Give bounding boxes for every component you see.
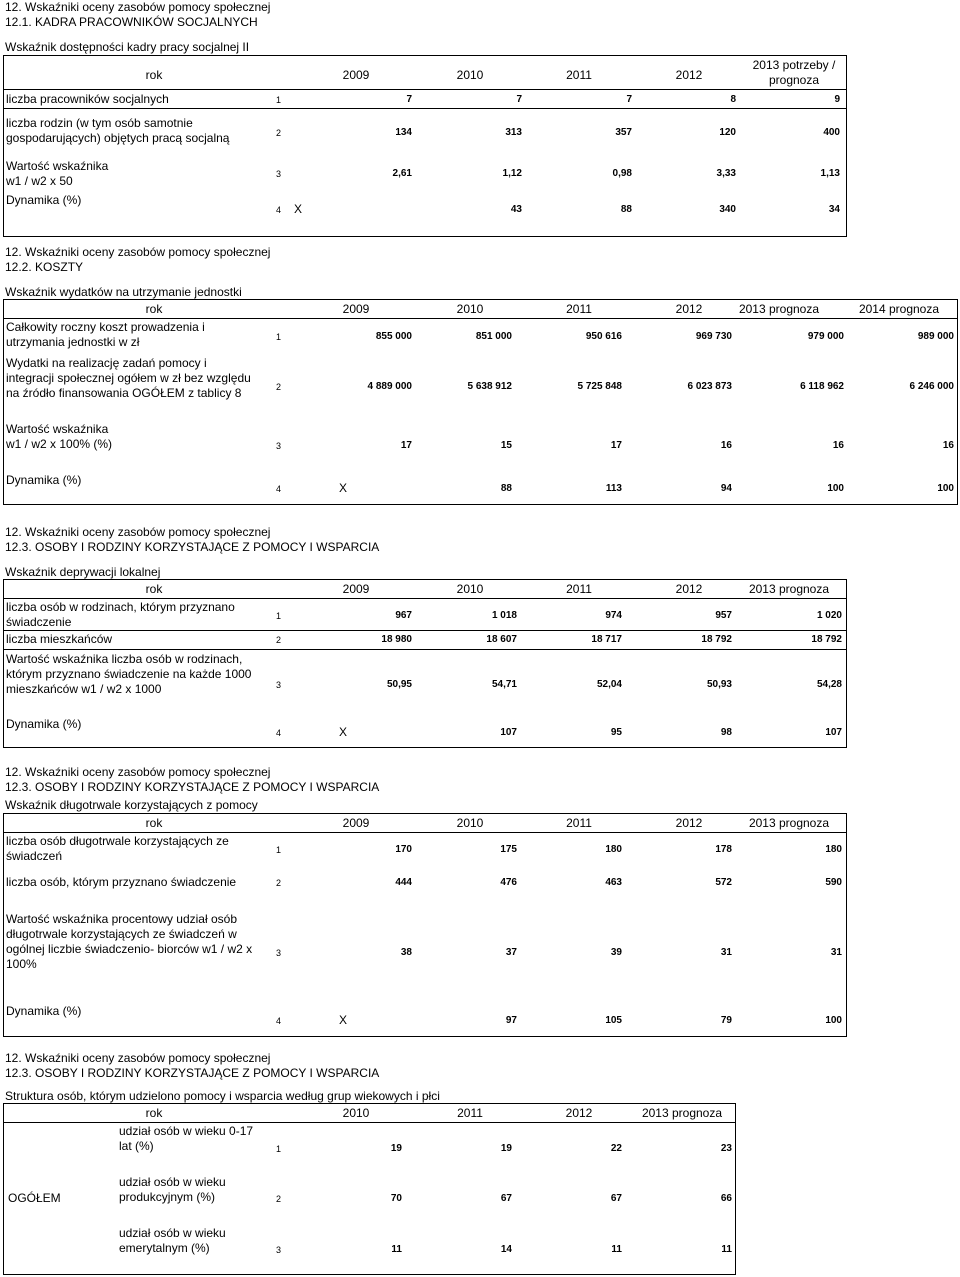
row-label: Wydatki na realizację zadań pomocy i integracji społecznej ogółem w zł bez względu na źródło finansowania OGÓŁEM z tablicy 8 bbox=[6, 356, 251, 400]
section5-subheading: 12.3. OSOBY I RODZINY KORZYSTAJĄCE Z POMOCY I WSPARCIA bbox=[5, 1066, 380, 1080]
cell-value: 16 bbox=[720, 440, 732, 451]
cell-value: 23 bbox=[720, 1143, 732, 1154]
cell-value: 950 616 bbox=[585, 331, 622, 342]
cell-value: 979 000 bbox=[807, 331, 844, 342]
row-index: 3 bbox=[276, 441, 282, 451]
cell-value: 957 bbox=[715, 610, 732, 621]
cell-value: 18 717 bbox=[591, 634, 622, 645]
cell-value: 113 bbox=[605, 483, 622, 494]
cell-value: 19 bbox=[500, 1143, 512, 1154]
cell-value: 70 bbox=[390, 1193, 402, 1204]
cell-value: 16 bbox=[832, 440, 844, 451]
section5-indicator-title: Struktura osób, którym udzielono pomocy i wsparcia według grup wiekowych i płci bbox=[5, 1089, 440, 1103]
header-year: 2012 bbox=[675, 816, 703, 830]
row-index: 1 bbox=[276, 332, 282, 342]
header-year: 2011 bbox=[566, 582, 592, 596]
cell-value: 67 bbox=[500, 1193, 512, 1204]
cell-value: 67 bbox=[610, 1193, 622, 1204]
cell-value: 180 bbox=[825, 844, 842, 855]
cell-value: 18 792 bbox=[701, 634, 732, 645]
row-label: liczba rodzin (w tym osób samotnie gospodarujących) objętych pracą socjalną bbox=[6, 116, 230, 145]
row-index: 3 bbox=[276, 169, 282, 179]
section3-indicator-title: Wskaźnik deprywacji lokalnej bbox=[5, 565, 161, 579]
header-year: 2012 bbox=[675, 582, 703, 596]
header-rok: rok bbox=[145, 582, 163, 596]
section1-table bbox=[3, 55, 847, 237]
cell-value: 1 018 bbox=[491, 610, 517, 621]
cell-value: 31 bbox=[830, 947, 842, 958]
row-index: 2 bbox=[276, 878, 282, 888]
cell-value: 1,13 bbox=[820, 168, 840, 179]
cell-value: 855 000 bbox=[375, 331, 412, 342]
cell-value: 3,33 bbox=[716, 168, 736, 179]
cell-value: 17 bbox=[610, 440, 622, 451]
header-year: 2012 bbox=[675, 302, 703, 316]
section2-table bbox=[3, 299, 958, 505]
cell-value: X bbox=[294, 202, 303, 216]
cell-value: 18 980 bbox=[381, 634, 412, 645]
row-index: 1 bbox=[276, 1144, 282, 1154]
cell-value: 400 bbox=[823, 127, 840, 138]
row-label: liczba osób, którym przyznano świadczenie bbox=[6, 875, 237, 889]
header-forecast: prognoza bbox=[768, 73, 820, 87]
cell-value: 54,28 bbox=[816, 679, 842, 690]
header-year: 2010 bbox=[456, 582, 484, 596]
row-index: 1 bbox=[276, 611, 282, 621]
cell-value: 1,12 bbox=[502, 168, 522, 179]
section1-subheading: 12.1. KADRA PRACOWNIKÓW SOCJALNYCH bbox=[5, 15, 258, 29]
cell-value: 969 730 bbox=[695, 331, 732, 342]
cell-value: 175 bbox=[500, 844, 517, 855]
cell-value: 6 118 962 bbox=[800, 381, 844, 392]
cell-value: 463 bbox=[605, 877, 622, 888]
header-year: 2009 bbox=[342, 68, 370, 82]
cell-value: 340 bbox=[719, 204, 736, 215]
cell-value: 8 bbox=[730, 94, 736, 105]
section2-subheading: 12.2. KOSZTY bbox=[5, 260, 84, 274]
section1-heading: 12. Wskaźniki oceny zasobów pomocy społecznej bbox=[5, 0, 271, 14]
section4-table bbox=[3, 813, 847, 1037]
row-index: 2 bbox=[276, 1194, 282, 1204]
cell-value: 974 bbox=[605, 610, 622, 621]
row-label: udział osób w wieku produkcyjnym (%) bbox=[119, 1175, 226, 1204]
row-index: 2 bbox=[276, 128, 282, 138]
cell-value: 4 889 000 bbox=[367, 381, 412, 392]
row-label: udział osób w wieku 0-17 lat (%) bbox=[119, 1124, 254, 1153]
section4-indicator-title: Wskaźnik długotrwale korzystających z pomocy bbox=[5, 798, 258, 812]
row-index: 3 bbox=[276, 680, 282, 690]
row-index: 4 bbox=[276, 484, 282, 494]
header-year: 2010 bbox=[456, 816, 484, 830]
cell-value: 39 bbox=[610, 947, 622, 958]
header-year: 2011 bbox=[566, 302, 592, 316]
cell-value: 572 bbox=[715, 877, 732, 888]
cell-value: 100 bbox=[937, 483, 954, 494]
cell-value: 590 bbox=[825, 877, 842, 888]
row-label: Dynamika (%) bbox=[6, 1004, 82, 1018]
cell-value: 100 bbox=[825, 1015, 842, 1026]
row-index: 3 bbox=[276, 948, 282, 958]
row-index: 2 bbox=[276, 635, 282, 645]
header-forecast: 2013 prognoza bbox=[738, 302, 820, 316]
header-rok: rok bbox=[145, 302, 163, 316]
row-label: Wartość wskaźnika w1 / w2 x 50 bbox=[6, 159, 109, 188]
cell-value: 5 638 912 bbox=[467, 381, 512, 392]
cell-value: 6 246 000 bbox=[909, 381, 954, 392]
header-year: 2012 bbox=[675, 68, 703, 82]
cell-value: 34 bbox=[828, 204, 840, 215]
cell-value: 170 bbox=[395, 844, 412, 855]
header-forecast: 2013 prognoza bbox=[748, 816, 830, 830]
cell-value: 180 bbox=[605, 844, 622, 855]
header-year: 2010 bbox=[456, 68, 484, 82]
cell-value: 50,95 bbox=[386, 679, 412, 690]
cell-value: 9 bbox=[834, 94, 840, 105]
group-label: OGÓŁEM bbox=[8, 1191, 61, 1205]
cell-value: 11 bbox=[721, 1244, 732, 1255]
cell-value: 1 020 bbox=[816, 610, 842, 621]
header-forecast: 2013 potrzeby / bbox=[752, 58, 836, 72]
cell-value: 38 bbox=[400, 947, 412, 958]
cell-value: 98 bbox=[720, 727, 732, 738]
header-forecast: 2014 prognoza bbox=[858, 302, 940, 316]
section3-subheading: 12.3. OSOBY I RODZINY KORZYSTAJĄCE Z POMOCY I WSPARCIA bbox=[5, 540, 380, 554]
cell-value: 79 bbox=[720, 1015, 732, 1026]
cell-value: 967 bbox=[395, 610, 412, 621]
cell-value: 37 bbox=[505, 947, 517, 958]
row-label: Wartość wskaźnika liczba osób w rodzinach, którym przyznano świadczenie na każde 1000 mieszkańców w1 / w2 x 1000 bbox=[6, 652, 252, 696]
cell-value: 66 bbox=[720, 1193, 732, 1204]
row-index: 4 bbox=[276, 1016, 282, 1026]
cell-value: 14 bbox=[500, 1244, 512, 1255]
row-label: Wartość wskaźnika procentowy udział osób długotrwale korzystających ze świadczeń w ogólnej liczbie świadczenio- biorców w1 / w2 x 100% bbox=[6, 912, 253, 971]
row-index: 1 bbox=[276, 845, 282, 855]
row-index: 1 bbox=[276, 95, 282, 105]
section1-indicator-title: Wskaźnik dostępności kadry pracy socjalnej II bbox=[5, 40, 250, 54]
cell-value: 7 bbox=[516, 94, 522, 105]
cell-value: 54,71 bbox=[491, 679, 517, 690]
header-year: 2011 bbox=[566, 816, 592, 830]
section2-indicator-title: Wskaźnik wydatków na utrzymanie jednostki bbox=[5, 285, 242, 299]
cell-value: 444 bbox=[395, 877, 412, 888]
header-rok: rok bbox=[145, 1106, 163, 1120]
header-year: 2011 bbox=[457, 1106, 483, 1120]
cell-value: 50,93 bbox=[706, 679, 732, 690]
cell-value: 31 bbox=[720, 947, 732, 958]
row-index: 3 bbox=[276, 1245, 282, 1255]
cell-value: 11 bbox=[391, 1244, 402, 1255]
cell-value: 88 bbox=[620, 204, 632, 215]
row-index: 2 bbox=[276, 382, 282, 392]
cell-value: 476 bbox=[500, 877, 517, 888]
cell-value: X bbox=[339, 481, 348, 495]
cell-value: 105 bbox=[605, 1015, 622, 1026]
cell-value: 107 bbox=[500, 727, 517, 738]
header-year: 2010 bbox=[342, 1106, 370, 1120]
header-year: 2009 bbox=[342, 816, 370, 830]
cell-value: 134 bbox=[395, 127, 412, 138]
cell-value: 6 023 873 bbox=[687, 381, 732, 392]
cell-value: 2,61 bbox=[392, 168, 412, 179]
header-year: 2010 bbox=[456, 302, 484, 316]
header-rok: rok bbox=[145, 68, 163, 82]
row-label: Całkowity roczny koszt prowadzenia i utrzymania jednostki w zł bbox=[6, 320, 205, 349]
section3-table bbox=[3, 579, 847, 748]
row-label: Dynamika (%) bbox=[6, 717, 82, 731]
cell-value: 52,04 bbox=[596, 679, 622, 690]
section2-heading: 12. Wskaźniki oceny zasobów pomocy społecznej bbox=[5, 245, 271, 259]
row-label: liczba osób w rodzinach, którym przyznano świadczenie bbox=[6, 600, 235, 629]
section4-subheading: 12.3. OSOBY I RODZINY KORZYSTAJĄCE Z POMOCY I WSPARCIA bbox=[5, 780, 380, 794]
cell-value: 0,98 bbox=[612, 168, 632, 179]
section5-table bbox=[3, 1103, 736, 1275]
cell-value: 94 bbox=[720, 483, 732, 494]
cell-value: 19 bbox=[390, 1143, 402, 1154]
row-label: liczba osób długotrwale korzystających ze świadczeń bbox=[6, 834, 229, 863]
row-label: udział osób w wieku emerytalnym (%) bbox=[119, 1226, 226, 1255]
cell-value: 313 bbox=[505, 127, 522, 138]
cell-value: 18 607 bbox=[486, 634, 517, 645]
section5-heading: 12. Wskaźniki oceny zasobów pomocy społecznej bbox=[5, 1051, 271, 1065]
row-index: 4 bbox=[276, 205, 282, 215]
row-index: 4 bbox=[276, 728, 282, 738]
header-year: 2012 bbox=[565, 1106, 593, 1120]
cell-value: 178 bbox=[715, 844, 732, 855]
cell-value: 16 bbox=[942, 440, 954, 451]
cell-value: 43 bbox=[510, 204, 522, 215]
cell-value: 95 bbox=[610, 727, 622, 738]
cell-value: 7 bbox=[626, 94, 632, 105]
header-year: 2009 bbox=[342, 582, 370, 596]
cell-value: 7 bbox=[406, 94, 412, 105]
cell-value: X bbox=[339, 725, 348, 739]
cell-value: 18 792 bbox=[811, 634, 842, 645]
section3-heading: 12. Wskaźniki oceny zasobów pomocy społecznej bbox=[5, 525, 271, 539]
row-label: Wartość wskaźnika w1 / w2 x 100% (%) bbox=[6, 422, 113, 451]
cell-value: 120 bbox=[719, 127, 736, 138]
cell-value: 357 bbox=[615, 127, 632, 138]
cell-value: 88 bbox=[500, 483, 512, 494]
cell-value: X bbox=[339, 1013, 348, 1027]
cell-value: 97 bbox=[505, 1015, 517, 1026]
header-year: 2011 bbox=[566, 68, 592, 82]
row-label: Dynamika (%) bbox=[6, 193, 82, 207]
header-rok: rok bbox=[145, 816, 163, 830]
row-label: liczba mieszkańców bbox=[6, 632, 113, 646]
cell-value: 851 000 bbox=[475, 331, 512, 342]
cell-value: 100 bbox=[827, 483, 844, 494]
header-forecast: 2013 prognoza bbox=[641, 1106, 723, 1120]
cell-value: 989 000 bbox=[917, 331, 954, 342]
row-label: Dynamika (%) bbox=[6, 473, 82, 487]
header-forecast: 2013 prognoza bbox=[748, 582, 830, 596]
cell-value: 17 bbox=[400, 440, 412, 451]
cell-value: 11 bbox=[611, 1244, 622, 1255]
row-label: liczba pracowników socjalnych bbox=[6, 92, 169, 106]
header-year: 2009 bbox=[342, 302, 370, 316]
cell-value: 5 725 848 bbox=[577, 381, 622, 392]
cell-value: 15 bbox=[500, 440, 512, 451]
section4-heading: 12. Wskaźniki oceny zasobów pomocy społecznej bbox=[5, 765, 271, 779]
cell-value: 22 bbox=[610, 1143, 622, 1154]
cell-value: 107 bbox=[825, 727, 842, 738]
